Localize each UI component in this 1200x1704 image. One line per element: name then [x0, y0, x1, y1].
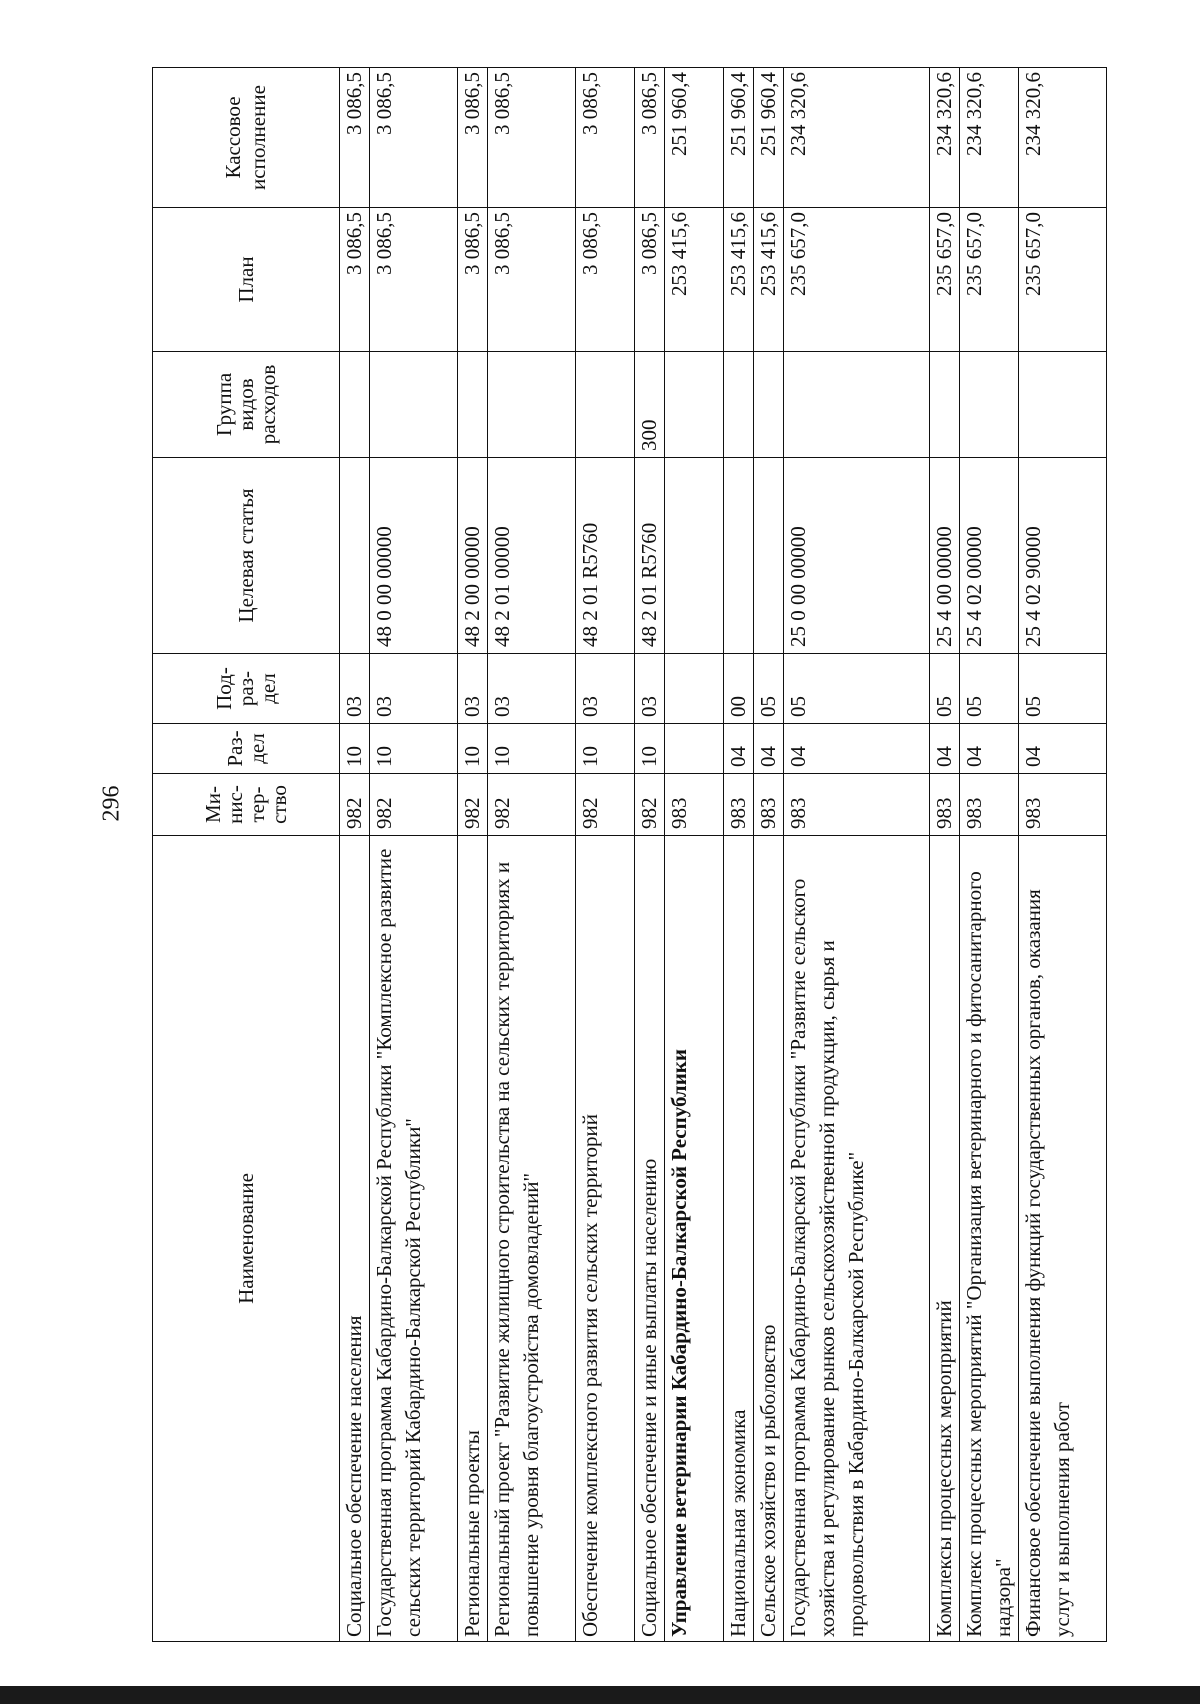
- row-target: 48 0 00 00000: [370, 458, 458, 654]
- row-ministry: 983: [960, 774, 1019, 836]
- row-section: 04: [960, 724, 1019, 774]
- row-expense-group: [724, 352, 754, 458]
- row-target: [665, 458, 724, 654]
- row-name: Комплекс процессных мероприятий "Организация ветеринарного и фитосанитарного надзора": [960, 836, 1019, 1642]
- header-section: Раз-дел: [153, 724, 340, 774]
- row-plan: 235 657,0: [784, 208, 930, 352]
- row-expense-group: [1019, 352, 1107, 458]
- row-expense-group: 300: [635, 352, 665, 458]
- row-plan: 253 415,6: [754, 208, 784, 352]
- row-section: 10: [340, 724, 370, 774]
- table-row: [370, 68, 458, 1642]
- row-name: Национальная экономика: [724, 836, 754, 1642]
- header-expense-group: Группа видов расходов: [153, 352, 340, 458]
- header-target: Целевая статья: [153, 458, 340, 654]
- header-name: Наименование: [153, 836, 340, 1642]
- row-subsection: [665, 654, 724, 724]
- row-ministry: 983: [754, 774, 784, 836]
- row-expense-group: [960, 352, 1019, 458]
- row-name: Государственная программа Кабардино-Балкарской Республики "Комплексное развитие сельских территорий Кабардино-Балкарской Республики": [370, 836, 458, 1642]
- row-section: 04: [930, 724, 960, 774]
- row-target: 25 4 00 00000: [930, 458, 960, 654]
- row-section: [665, 724, 724, 774]
- row-ministry: 983: [1019, 774, 1107, 836]
- row-subsection: 05: [784, 654, 930, 724]
- table-row: [960, 68, 1019, 1642]
- row-plan: 253 415,6: [665, 208, 724, 352]
- header-subsection: Под-раз-дел: [153, 654, 340, 724]
- row-subsection: 05: [1019, 654, 1107, 724]
- row-plan: 3 086,5: [370, 208, 458, 352]
- row-target: [340, 458, 370, 654]
- table-row: [488, 68, 576, 1642]
- row-cash: 251 960,4: [724, 68, 754, 208]
- rotated-table-wrapper: [152, 68, 1074, 1642]
- table-row: [1019, 68, 1107, 1642]
- row-section: 04: [784, 724, 930, 774]
- row-ministry: 983: [784, 774, 930, 836]
- row-name: Социальное обеспечение населения: [340, 836, 370, 1642]
- table-row: [930, 68, 960, 1642]
- row-ministry: 982: [576, 774, 635, 836]
- row-name: Социальное обеспечение и иные выплаты населению: [635, 836, 665, 1642]
- row-expense-group: [340, 352, 370, 458]
- row-target: 48 2 01 R5760: [576, 458, 635, 654]
- row-subsection: 03: [340, 654, 370, 724]
- row-subsection: 03: [635, 654, 665, 724]
- row-ministry: 982: [370, 774, 458, 836]
- row-plan: 253 415,6: [724, 208, 754, 352]
- row-section: 10: [458, 724, 488, 774]
- row-expense-group: [370, 352, 458, 458]
- row-name: Управление ветеринарии Кабардино-Балкарской Республики: [665, 836, 724, 1642]
- row-target: 48 2 01 00000: [488, 458, 576, 654]
- row-subsection: 00: [724, 654, 754, 724]
- row-plan: 3 086,5: [635, 208, 665, 352]
- table-row: [635, 68, 665, 1642]
- row-name: Сельское хозяйство и рыболовство: [754, 836, 784, 1642]
- row-section: 04: [754, 724, 784, 774]
- row-cash: 3 086,5: [488, 68, 576, 208]
- row-cash: 3 086,5: [370, 68, 458, 208]
- row-section: 10: [635, 724, 665, 774]
- row-expense-group: [665, 352, 724, 458]
- table-row: [576, 68, 635, 1642]
- row-section: 10: [576, 724, 635, 774]
- budget-table: [152, 67, 1107, 1642]
- row-subsection: 03: [576, 654, 635, 724]
- row-target: [754, 458, 784, 654]
- row-cash: 3 086,5: [458, 68, 488, 208]
- row-ministry: 982: [340, 774, 370, 836]
- row-expense-group: [930, 352, 960, 458]
- row-subsection: 03: [370, 654, 458, 724]
- row-target: 25 4 02 00000: [960, 458, 1019, 654]
- table-row: [724, 68, 754, 1642]
- table-row: [340, 68, 370, 1642]
- row-name: Государственная программа Кабардино-Балкарской Республики "Развитие сельского хозяйства и регулирование рынков сельскохозяйственной продукции, сырья и продовольствия в Кабардино-Балкарской Республике": [784, 836, 930, 1642]
- row-cash: 251 960,4: [665, 68, 724, 208]
- row-name: Региональный проект "Развитие жилищного строительства на сельских территориях и повышение уровня благоустройства домовладений": [488, 836, 576, 1642]
- table-body: [340, 68, 1107, 1642]
- row-cash: 234 320,6: [960, 68, 1019, 208]
- row-subsection: 03: [458, 654, 488, 724]
- row-expense-group: [754, 352, 784, 458]
- row-name: Обеспечение комплексного развития сельских территорий: [576, 836, 635, 1642]
- row-subsection: 05: [960, 654, 1019, 724]
- row-plan: 3 086,5: [488, 208, 576, 352]
- row-section: 04: [1019, 724, 1107, 774]
- table-row: [784, 68, 930, 1642]
- scan-edge: [0, 1686, 1200, 1704]
- row-target: 48 2 00 00000: [458, 458, 488, 654]
- row-section: 10: [488, 724, 576, 774]
- row-expense-group: [576, 352, 635, 458]
- header-ministry: Ми-нис-тер-ство: [153, 774, 340, 836]
- row-ministry: 982: [488, 774, 576, 836]
- row-expense-group: [784, 352, 930, 458]
- row-ministry: 983: [665, 774, 724, 836]
- row-section: 04: [724, 724, 754, 774]
- row-cash: 234 320,6: [1019, 68, 1107, 208]
- row-cash: 3 086,5: [576, 68, 635, 208]
- table-row: [754, 68, 784, 1642]
- row-plan: 3 086,5: [340, 208, 370, 352]
- row-subsection: 03: [488, 654, 576, 724]
- row-plan: 3 086,5: [458, 208, 488, 352]
- header-cash: Кассовое исполнение: [153, 68, 340, 208]
- row-target: 25 4 02 90000: [1019, 458, 1107, 654]
- page-number: 296: [98, 785, 125, 822]
- row-cash: 3 086,5: [635, 68, 665, 208]
- row-name: Комплексы процессных мероприятий: [930, 836, 960, 1642]
- row-ministry: 983: [724, 774, 754, 836]
- row-cash: 234 320,6: [930, 68, 960, 208]
- row-ministry: 982: [458, 774, 488, 836]
- row-subsection: 05: [754, 654, 784, 724]
- row-plan: 235 657,0: [960, 208, 1019, 352]
- row-ministry: 983: [930, 774, 960, 836]
- table-row: [458, 68, 488, 1642]
- row-cash: 251 960,4: [754, 68, 784, 208]
- row-section: 10: [370, 724, 458, 774]
- row-target: [724, 458, 754, 654]
- row-subsection: 05: [930, 654, 960, 724]
- header-plan: План: [153, 208, 340, 352]
- row-name: Региональные проекты: [458, 836, 488, 1642]
- row-plan: 3 086,5: [576, 208, 635, 352]
- row-name: Финансовое обеспечение выполнения функций государственных органов, оказания услуг и выполнения работ: [1019, 836, 1107, 1642]
- row-cash: 234 320,6: [784, 68, 930, 208]
- row-target: 48 2 01 R5760: [635, 458, 665, 654]
- row-ministry: 982: [635, 774, 665, 836]
- row-plan: 235 657,0: [1019, 208, 1107, 352]
- row-cash: 3 086,5: [340, 68, 370, 208]
- header-row: [153, 68, 340, 1642]
- row-plan: 235 657,0: [930, 208, 960, 352]
- row-expense-group: [488, 352, 576, 458]
- table-row: [665, 68, 724, 1642]
- row-target: 25 0 00 00000: [784, 458, 930, 654]
- row-expense-group: [458, 352, 488, 458]
